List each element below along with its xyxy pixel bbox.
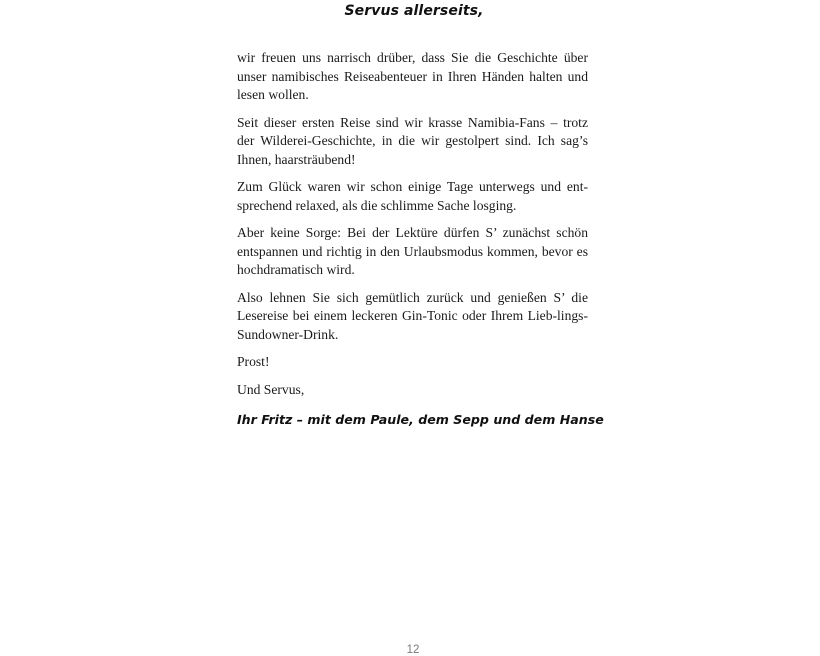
paragraph-2: Seit dieser ersten Reise sind wir krasse Namibia-Fans – trotz der Wilderei-Geschichte, in die wir gestolpert sind. Ich sag’s Ihnen, haarsträubend! (237, 114, 588, 167)
closing-cheers: Prost! (237, 354, 270, 369)
paragraph-5: Also lehnen Sie sich gemütlich zurück und genießen S’ die Lesereise bei einem leckeren Gin-Tonic oder Ihrem Lieb-lings-Sundowner-Drink. (237, 289, 588, 342)
letter-greeting: Servus allerseits, (344, 3, 484, 19)
paragraph-4: Aber keine Sorge: Bei der Lektüre dürfen S’ zunächst schön entspannen und richtig in den Urlaubsmodus kommen, bevor es hochdramatisch wird. (237, 225, 588, 277)
letter-body (237, 49, 604, 430)
page-number: 12 (406, 644, 420, 656)
paragraph-1: wir freuen uns narrisch drüber, dass Sie die Geschichte über unser namibisches Reiseabenteuer in Ihren Händen halten und lesen wollen. (237, 50, 588, 102)
paragraph-3: Zum Glück waren wir schon einige Tage unterwegs und ent-sprechend relaxed, als die schlimme Sache losging. (237, 179, 588, 213)
signature: Ihr Fritz – mit dem Paule, dem Sepp und dem Hanse (237, 412, 604, 427)
closing-farewell: Und Servus, (237, 381, 305, 397)
